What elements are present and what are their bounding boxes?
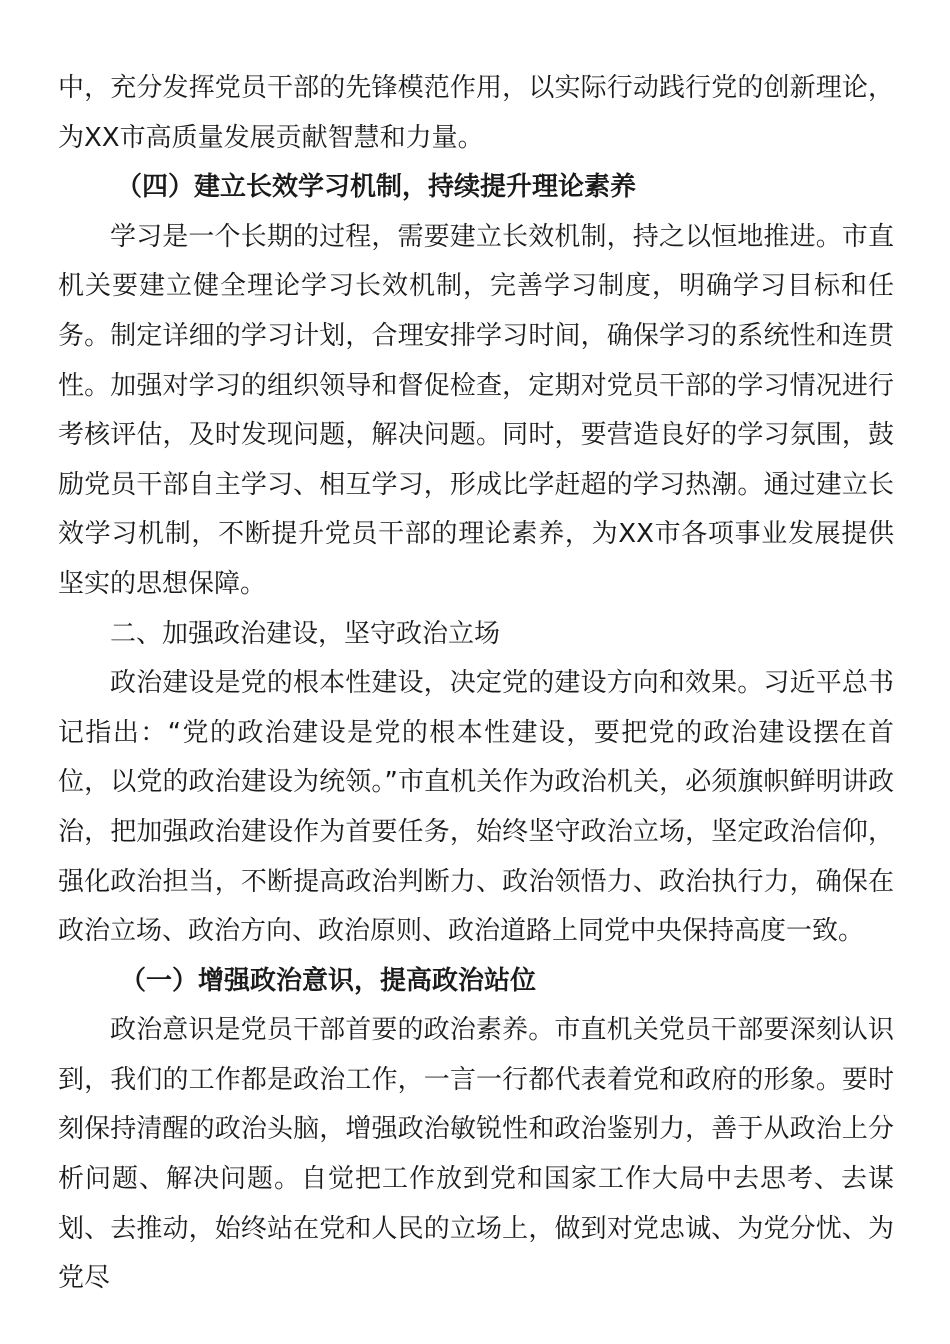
section-subheading-4: （四）建立长效学习机制，持续提升理论素养 [116,172,637,203]
paragraph-political-awareness: 政治意识是党员干部首要的政治素养。市直机关党员干部要深刻认识到，我们的工作都是政治工作，一言一行都代表着党和政府的形象。要时刻保持清醒的政治头脑，增强政治敏锐性和政治鉴别力，善于从政治上分析问题、解决问题。自觉把工作放到党和国家工作大局中去思考、去谋划、去推动，始终站在党和人民的立场上，做到对党忠诚、为党分忧、为党尽 [58,1015,894,1294]
document-body [58,64,894,1304]
section-heading-2: 二、加强政治建设，坚守政治立场 [110,618,501,649]
paragraph-political-construction: 政治建设是党的根本性建设，决定党的建设方向和效果。习近平总书记指出：“党的政治建设是党的根本性建设，要把党的政治建设摆在首位，以党的政治建设为统领。”市直机关作为政治机关，必须旗帜鲜明讲政治，把加强政治建设作为首要任务，始终坚守政治立场，坚定政治信仰，强化政治担当，不断提高政治判断力、政治领悟力、政治执行力，确保在政治立场、政治方向、政治原则、政治道路上同党中央保持高度一致。 [58,668,894,947]
section-subheading-1: （一）增强政治意识，提高政治站位 [120,965,537,996]
paragraph-continued: 中，充分发挥党员干部的先锋模范作用，以实际行动践行党的创新理论，为XX市高质量发展贡献智慧和力量。 [58,73,894,153]
paragraph-learning-mechanism: 学习是一个长期的过程，需要建立长效机制，持之以恒地推进。市直机关要建立健全理论学习长效机制，完善学习制度，明确学习目标和任务。制定详细的学习计划，合理安排学习时间，确保学习的系统性和连贯性。加强对学习的组织领导和督促检查，定期对党员干部的学习情况进行考核评估，及时发现问题，解决问题。同时，要营造良好的学习氛围，鼓励党员干部自主学习、相互学习，形成比学赶超的学习热潮。通过建立长效学习机制，不断提升党员干部的理论素养，为XX市各项事业发展提供坚实的思想保障。 [58,221,894,599]
